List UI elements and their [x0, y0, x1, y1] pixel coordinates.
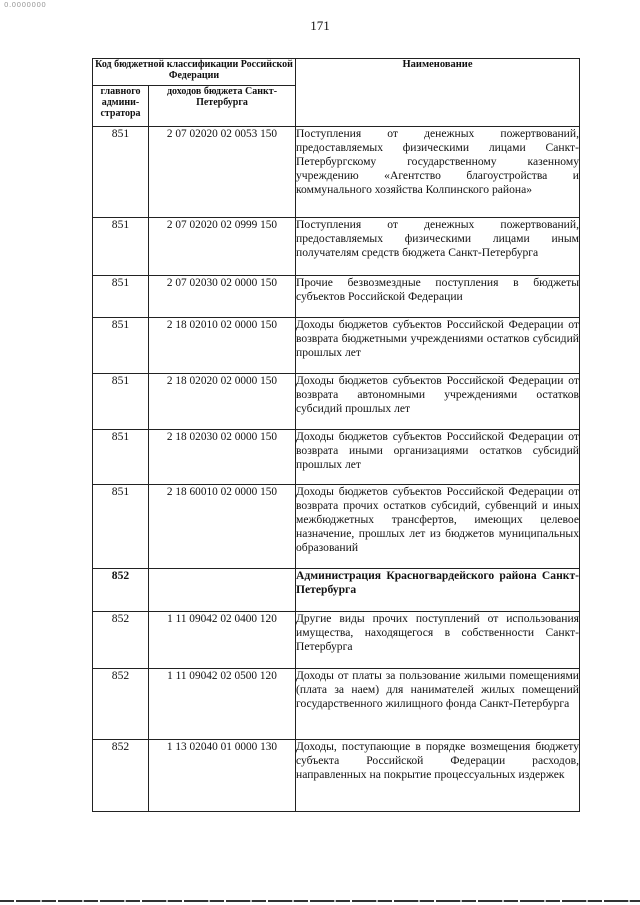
header-chief-administrator: главного админи-стратора [93, 86, 149, 127]
name-cell: Другие виды прочих поступлений от использования имущества, находящегося в собственности Санкт-Петербурга [296, 612, 580, 669]
table-row [93, 318, 580, 374]
admin-code-cell: 851 [93, 276, 149, 318]
scan-bottom-edge [0, 900, 640, 902]
revenue-code-cell: 1 11 09042 02 0500 120 [149, 669, 296, 740]
table-row [93, 740, 580, 812]
table-row [93, 374, 580, 430]
revenue-code-cell: 1 13 02040 01 0000 130 [149, 740, 296, 812]
table-row [93, 430, 580, 485]
table-row [93, 669, 580, 740]
admin-code-cell: 852 [93, 569, 149, 612]
name-cell: Поступления от денежных пожертвований, предоставляемых физическими лицами Санкт-Петербургскому государственному казенному учреждению «Агентство благоустройства и коммунального хозяйства Колпинского района» [296, 127, 580, 218]
table-row [93, 485, 580, 569]
header-revenue-code: доходов бюджета Санкт-Петербурга [149, 86, 296, 127]
table-row [93, 127, 580, 218]
section-title-cell: Администрация Красногвардейского района Санкт-Петербурга [296, 569, 580, 612]
admin-code-cell: 851 [93, 218, 149, 276]
revenue-code-cell: 2 07 02020 02 0053 150 [149, 127, 296, 218]
header-classification-code: Код бюджетной классификации Российской Федерации [93, 59, 296, 86]
admin-code-cell: 851 [93, 127, 149, 218]
name-cell: Прочие безвозмездные поступления в бюджеты субъектов Российской Федерации [296, 276, 580, 318]
admin-code-cell: 852 [93, 740, 149, 812]
name-cell: Доходы, поступающие в порядке возмещения бюджету субъекта Российской Федерации расходов, направленных на покрытие процессуальных издержек [296, 740, 580, 812]
name-cell: Доходы бюджетов субъектов Российской Федерации от возврата иными организациями остатков субсидий прошлых лет [296, 430, 580, 485]
admin-code-cell: 852 [93, 669, 149, 740]
name-cell: Доходы бюджетов субъектов Российской Федерации от возврата бюджетными учреждениями остатков субсидий прошлых лет [296, 318, 580, 374]
budget-classification-table [92, 58, 580, 812]
admin-code-cell: 851 [93, 318, 149, 374]
page-number: 171 [310, 18, 330, 33]
table-row [93, 276, 580, 318]
admin-code-cell: 851 [93, 430, 149, 485]
revenue-code-cell: 2 18 60010 02 0000 150 [149, 485, 296, 569]
table-row [93, 218, 580, 276]
admin-code-cell: 851 [93, 485, 149, 569]
revenue-code-cell: 1 11 09042 02 0400 120 [149, 612, 296, 669]
header-name: Наименование [296, 59, 580, 127]
revenue-code-cell [149, 569, 296, 612]
name-cell: Доходы от платы за пользование жилыми помещениями (плата за наем) для нанимателей жилых помещений государственного жилищного фонда Санкт-Петербурга [296, 669, 580, 740]
table-row-section [93, 569, 580, 612]
table-row [93, 612, 580, 669]
revenue-code-cell: 2 07 02030 02 0000 150 [149, 276, 296, 318]
revenue-code-cell: 2 18 02030 02 0000 150 [149, 430, 296, 485]
admin-code-cell: 851 [93, 374, 149, 430]
name-cell: Доходы бюджетов субъектов Российской Федерации от возврата прочих остатков субсидий, субвенций и иных межбюджетных трансфертов, имеющих целевое назначение, прошлых лет из бюджетов муниципальных образований [296, 485, 580, 569]
name-cell: Доходы бюджетов субъектов Российской Федерации от возврата автономными учреждениями остатков субсидий прошлых лет [296, 374, 580, 430]
revenue-code-cell: 2 07 02020 02 0999 150 [149, 218, 296, 276]
revenue-code-cell: 2 18 02020 02 0000 150 [149, 374, 296, 430]
admin-code-cell: 852 [93, 612, 149, 669]
revenue-code-cell: 2 18 02010 02 0000 150 [149, 318, 296, 374]
name-cell: Поступления от денежных пожертвований, предоставляемых физическими лицами иным получателям средств бюджета Санкт-Петербурга [296, 218, 580, 276]
scan-mark: 0.0000000 [4, 1, 47, 9]
